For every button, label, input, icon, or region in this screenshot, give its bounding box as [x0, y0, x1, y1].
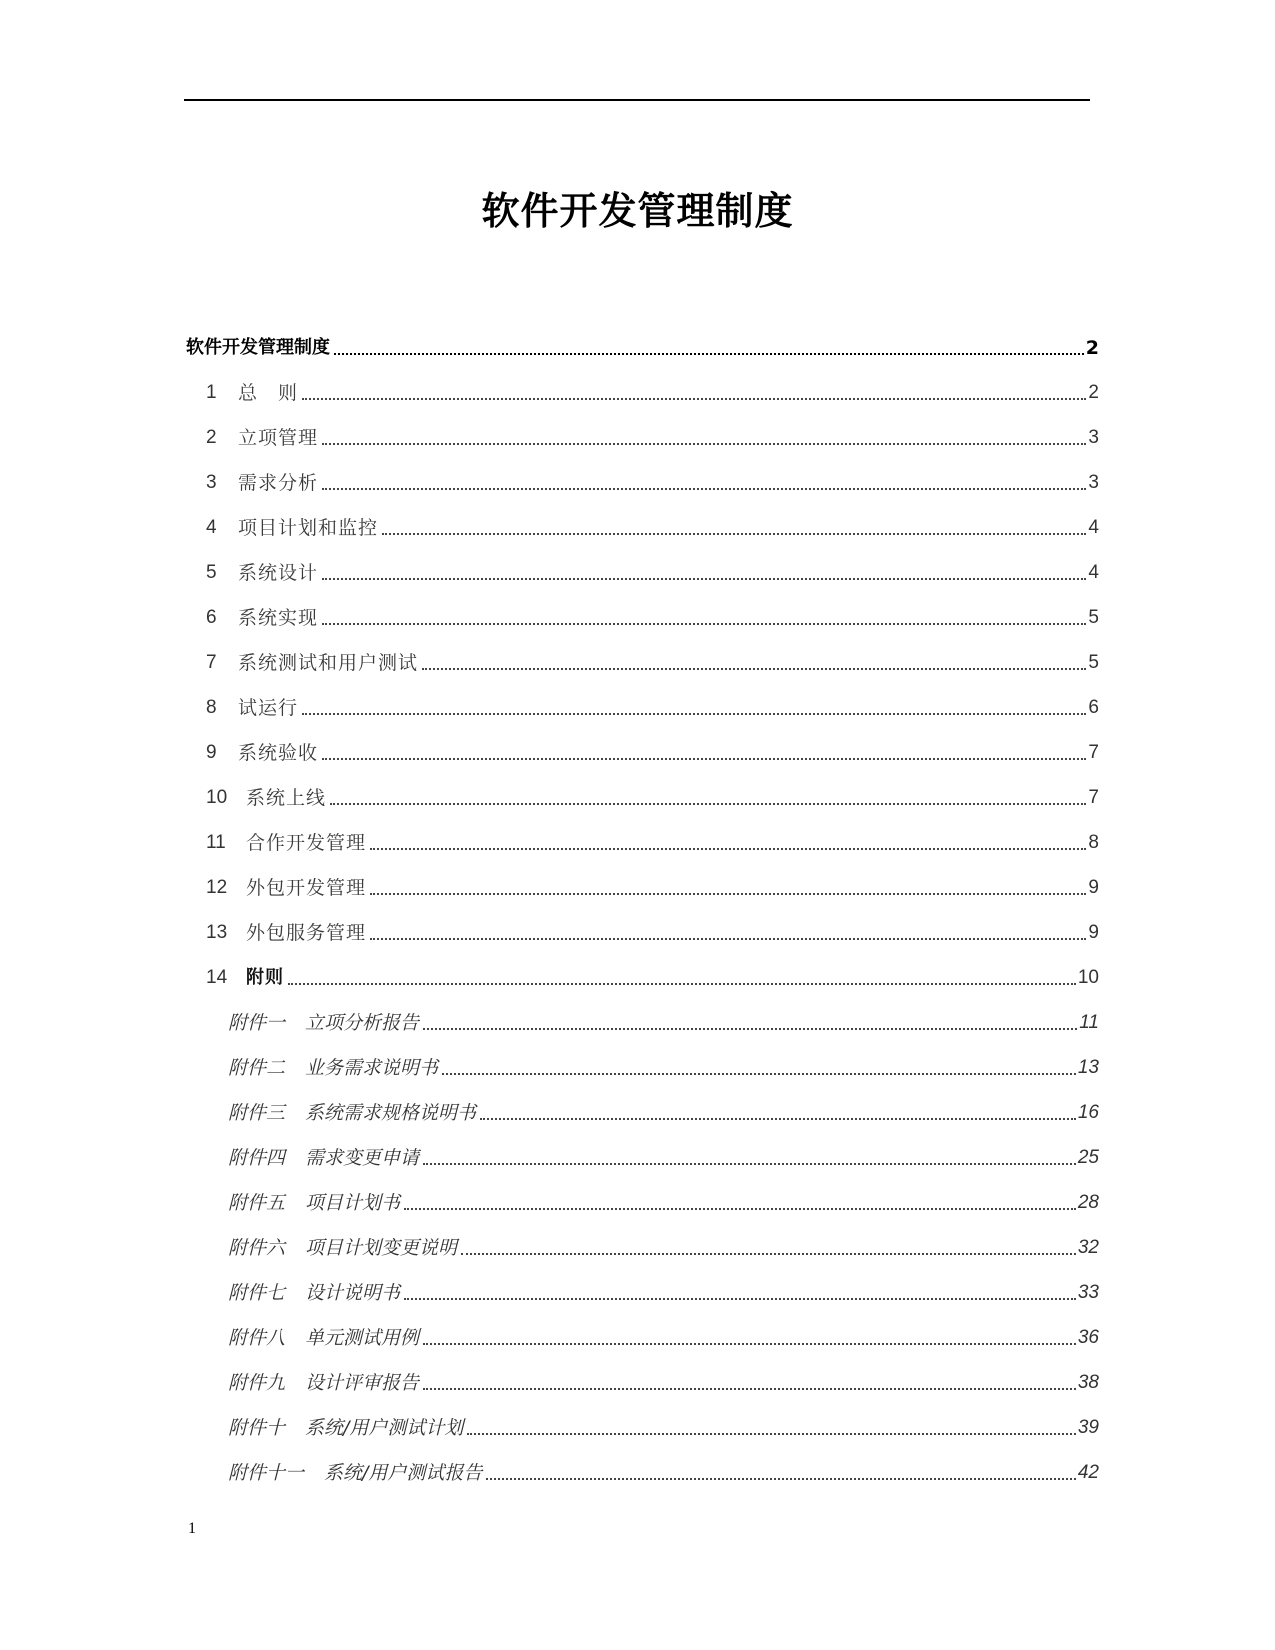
toc-entry-page: 38: [1077, 1372, 1099, 1393]
toc-appendix-label: 附件六: [228, 1237, 286, 1259]
toc-entry-section[interactable]: [206, 463, 1099, 495]
toc-leader-dots: [370, 848, 1086, 850]
toc-entry-section[interactable]: [206, 643, 1099, 675]
toc-entry-text: 项目计划和监控: [238, 517, 379, 539]
toc-entry-page: 8: [1088, 832, 1099, 853]
toc-entry-text: 外包开发管理: [246, 877, 367, 899]
toc-entry-page: 9: [1088, 922, 1099, 943]
toc-entry-text: 需求分析: [238, 472, 319, 494]
document-title: 软件开发管理制度: [481, 188, 794, 233]
toc-entry-appendix[interactable]: [228, 1453, 1099, 1485]
toc-entry-number: 13: [206, 922, 228, 943]
toc-leader-dots: [404, 1208, 1076, 1210]
toc-leader-dots: [480, 1118, 1076, 1120]
toc-entry-page: 13: [1077, 1057, 1099, 1078]
toc-entry-section[interactable]: [206, 733, 1099, 765]
toc-entry-text: 设计说明书: [305, 1282, 401, 1304]
toc-appendix-label: 附件十: [228, 1417, 286, 1439]
toc-appendix-label: 附件九: [228, 1372, 286, 1394]
toc-entry-text: 试运行: [238, 697, 299, 719]
toc-entry-text: 立项分析报告: [305, 1012, 420, 1034]
toc-leader-dots: [370, 938, 1086, 940]
toc-entry-main[interactable]: [186, 328, 1099, 360]
toc-entry-page: 2: [1085, 337, 1099, 359]
toc-entry-section[interactable]: [206, 688, 1099, 720]
toc-entry-section[interactable]: [206, 778, 1099, 810]
page-number: 1: [188, 1520, 196, 1537]
toc-entry-number: 7: [206, 652, 217, 673]
toc-leader-dots: [423, 1388, 1076, 1390]
toc-leader-dots: [302, 713, 1086, 715]
toc-appendix-label: 附件七: [228, 1282, 286, 1304]
toc-appendix-label: 附件十一: [228, 1462, 305, 1484]
toc-leader-dots: [334, 353, 1084, 355]
toc-entry-number: 3: [206, 472, 217, 493]
toc-entry-page: 3: [1088, 472, 1099, 493]
toc-leader-dots: [330, 803, 1086, 805]
toc-entry-page: 7: [1088, 742, 1099, 763]
toc-entry-page: 4: [1088, 517, 1099, 538]
toc-entry-page: 11: [1079, 1012, 1099, 1033]
toc-entry-appendix[interactable]: [228, 1228, 1099, 1260]
toc-entry-text: 单元测试用例: [305, 1327, 420, 1349]
toc-entry-section[interactable]: [206, 418, 1099, 450]
toc-entry-number: 9: [206, 742, 217, 763]
toc-entry-number: 11: [206, 832, 226, 853]
toc-leader-dots: [322, 488, 1086, 490]
toc-entry-text: 系统设计: [238, 562, 319, 584]
toc-leader-dots: [382, 533, 1086, 535]
toc-leader-dots: [322, 578, 1086, 580]
toc-entry-page: 32: [1077, 1237, 1099, 1258]
toc-leader-dots: [302, 398, 1086, 400]
toc-entry-appendix[interactable]: [228, 1093, 1099, 1125]
toc-entry-appendix[interactable]: [228, 1048, 1099, 1080]
toc-entry-text: 系统需求规格说明书: [305, 1102, 477, 1124]
toc-entry-number: 12: [206, 877, 228, 898]
toc-entry-page: 39: [1077, 1417, 1099, 1438]
toc-entry-page: 9: [1088, 877, 1099, 898]
toc-entry-text: 系统验收: [238, 742, 319, 764]
toc-entry-text: 外包服务管理: [246, 922, 367, 944]
toc-entry-section[interactable]: [206, 823, 1099, 855]
toc-entry-text: 系统/用户测试计划: [305, 1417, 464, 1439]
toc-entry-text: 系统实现: [238, 607, 319, 629]
toc-entry-text: 总 则: [238, 382, 299, 404]
toc-leader-dots: [370, 893, 1086, 895]
toc-entry-page: 36: [1077, 1327, 1099, 1348]
toc-appendix-label: 附件二: [228, 1057, 286, 1079]
toc-entry-page: 5: [1088, 607, 1099, 628]
toc-appendix-label: 附件四: [228, 1147, 286, 1169]
toc-entry-section[interactable]: [206, 373, 1099, 405]
toc-entry-page: 6: [1088, 697, 1099, 718]
toc-entry-section[interactable]: [206, 868, 1099, 900]
toc-leader-dots: [422, 668, 1086, 670]
toc-entry-appendix[interactable]: [228, 1363, 1099, 1395]
toc-entry-page: 28: [1077, 1192, 1099, 1213]
toc-entry-number: 4: [206, 517, 217, 538]
toc-entry-text: 项目计划书: [305, 1192, 401, 1214]
toc-entry-text: 附则: [246, 967, 284, 988]
toc-entry-page: 2: [1088, 382, 1099, 403]
toc-entry-section[interactable]: [206, 553, 1099, 585]
toc-entry-number: 2: [206, 427, 217, 448]
toc-leader-dots: [322, 758, 1086, 760]
toc-appendix-label: 附件三: [228, 1102, 286, 1124]
toc-leader-dots: [467, 1433, 1075, 1435]
toc-entry-text: 项目计划变更说明: [305, 1237, 458, 1259]
toc-entry-page: 33: [1077, 1282, 1099, 1303]
toc-appendix-label: 附件一: [228, 1012, 286, 1034]
toc-appendix-label: 附件五: [228, 1192, 286, 1214]
toc-entry-text: 软件开发管理制度: [186, 337, 330, 358]
toc-entry-page: 4: [1088, 562, 1099, 583]
toc-entry-number: 5: [206, 562, 217, 583]
toc-leader-dots: [423, 1343, 1076, 1345]
toc-entry-page: 42: [1077, 1462, 1099, 1483]
toc-entry-number: 1: [206, 382, 217, 403]
toc-entry-appendix[interactable]: [228, 1183, 1099, 1215]
toc-entry-appendix[interactable]: [228, 1138, 1099, 1170]
toc-entry-page: 10: [1077, 967, 1099, 988]
toc-appendix-label: 附件八: [228, 1327, 286, 1349]
toc-entry-appendix[interactable]: [228, 1318, 1099, 1350]
toc-entry-text: 系统测试和用户测试: [238, 652, 419, 674]
toc-entry-section[interactable]: [206, 508, 1099, 540]
toc-entry-text: 合作开发管理: [246, 832, 367, 854]
toc-entry-number: 14: [206, 967, 228, 988]
toc-entry-text: 系统/用户测试报告: [324, 1462, 483, 1484]
toc-leader-dots: [461, 1253, 1076, 1255]
toc-entry-page: 3: [1088, 427, 1099, 448]
toc-leader-dots: [442, 1073, 1076, 1075]
toc-entry-section[interactable]: [206, 598, 1099, 630]
toc-entry-page: 7: [1088, 787, 1099, 808]
toc-leader-dots: [322, 443, 1086, 445]
toc-leader-dots: [423, 1163, 1076, 1165]
toc-entry-page: 25: [1077, 1147, 1099, 1168]
toc-entry-appendix[interactable]: [228, 1408, 1099, 1440]
toc-leader-dots: [322, 623, 1086, 625]
toc-entry-section[interactable]: [206, 958, 1099, 990]
toc-entry-text: 系统上线: [246, 787, 327, 809]
toc-leader-dots: [486, 1478, 1075, 1480]
toc-entry-page: 5: [1088, 652, 1099, 673]
toc-leader-dots: [288, 983, 1076, 985]
toc-leader-dots: [404, 1298, 1076, 1300]
toc-entry-number: 10: [206, 787, 228, 808]
toc-entry-text: 需求变更申请: [305, 1147, 420, 1169]
toc-entry-number: 6: [206, 607, 217, 628]
toc-entry-text: 业务需求说明书: [305, 1057, 439, 1079]
toc-entry-number: 8: [206, 697, 217, 718]
toc-entry-section[interactable]: [206, 913, 1099, 945]
toc-leader-dots: [423, 1028, 1077, 1030]
toc-entry-appendix[interactable]: [228, 1273, 1099, 1305]
toc-entry-page: 16: [1077, 1102, 1099, 1123]
toc-entry-appendix[interactable]: [228, 1003, 1099, 1035]
toc-entry-text: 设计评审报告: [305, 1372, 420, 1394]
toc-entry-text: 立项管理: [238, 427, 319, 449]
header-rule: [184, 99, 1090, 101]
